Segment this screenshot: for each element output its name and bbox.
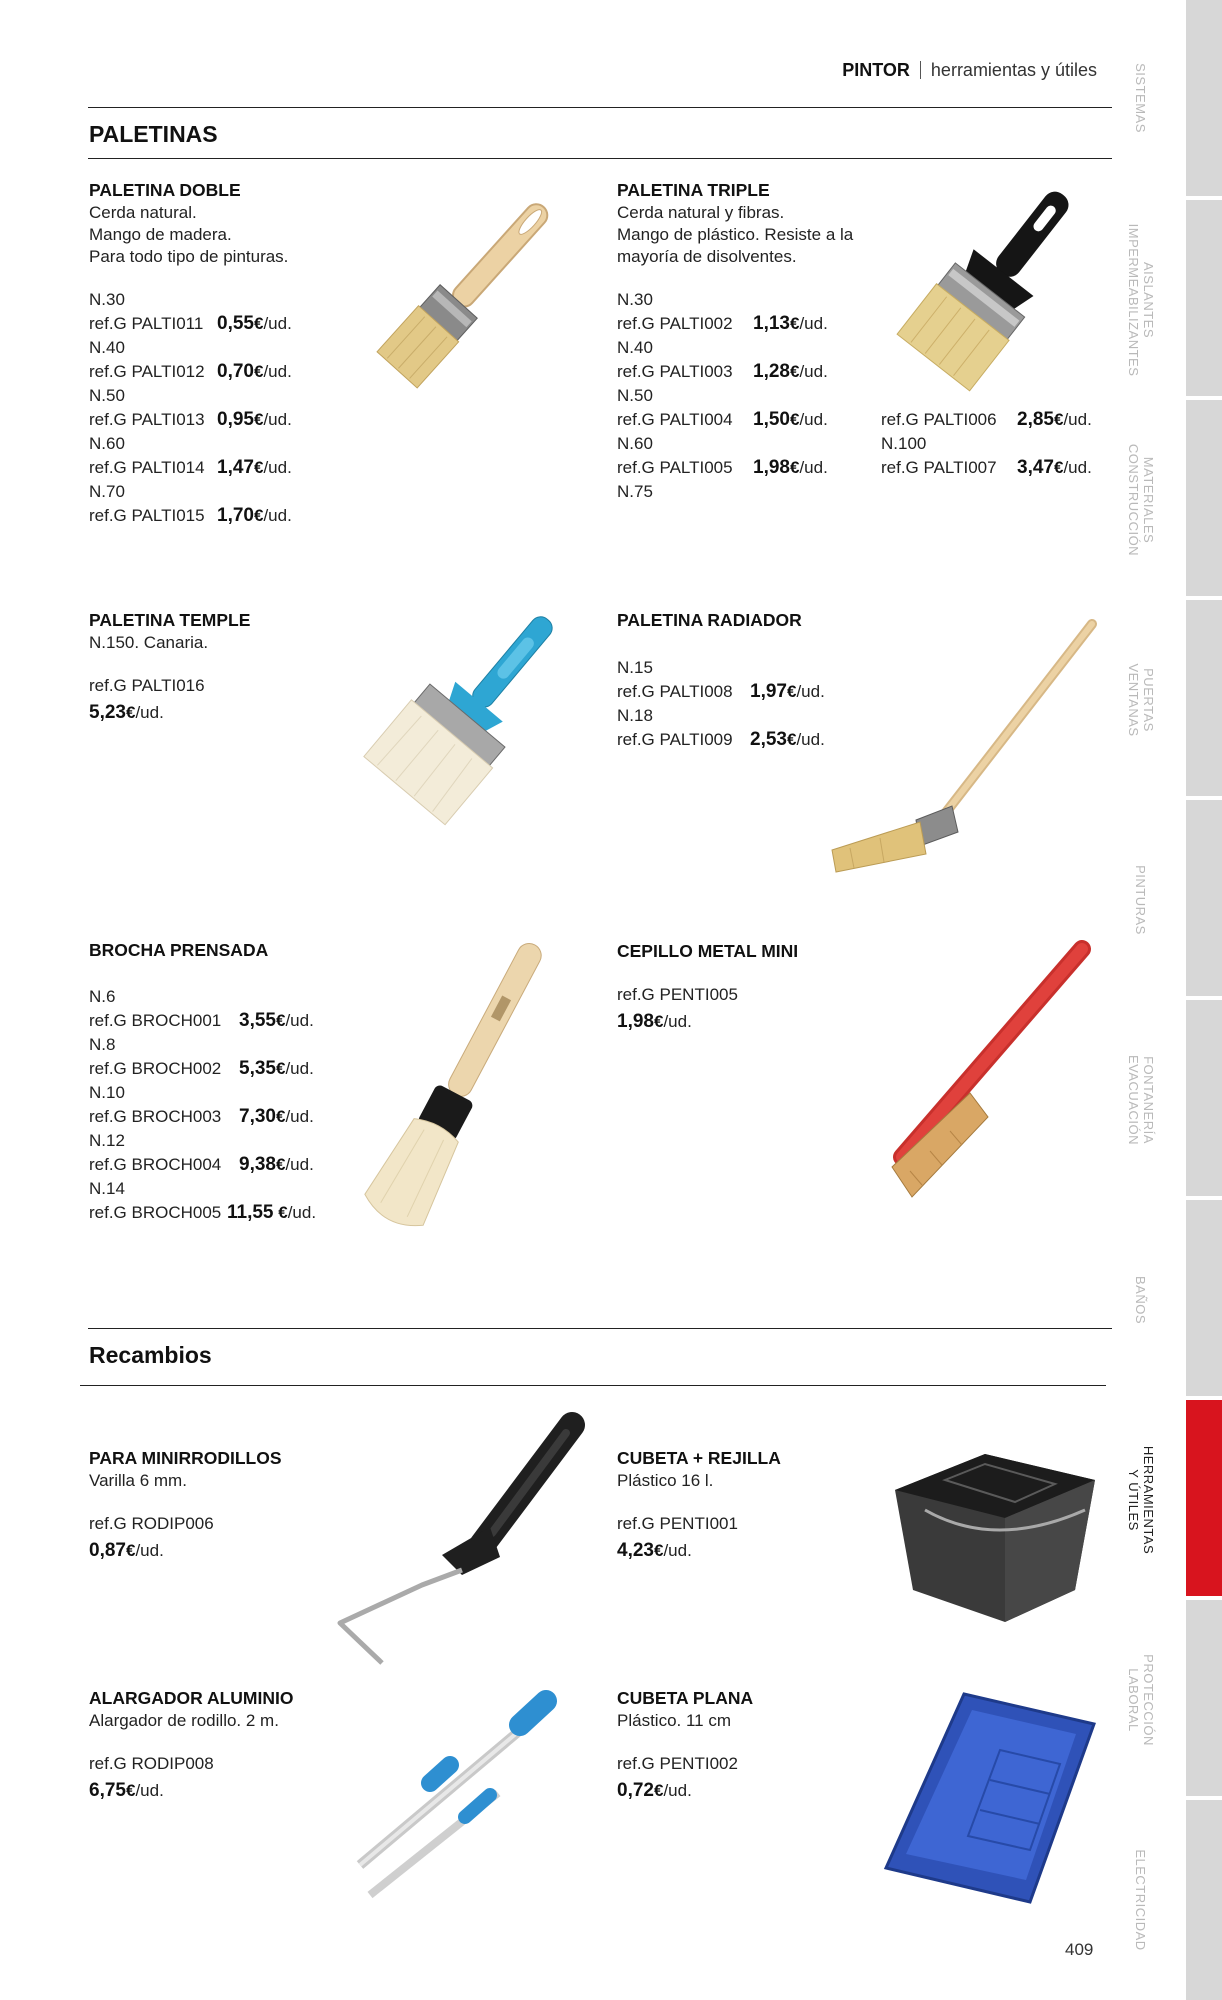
currency: € [1053, 458, 1064, 477]
sidebar-label-line: VENTANAS [1126, 663, 1141, 737]
price [753, 456, 828, 480]
price [217, 504, 292, 528]
ref-code: ref.G PALTI008 [617, 682, 733, 701]
unit: /ud. [263, 362, 292, 381]
currency: € [275, 1059, 286, 1078]
ref-code: ref.G PALTI011 [89, 314, 204, 333]
sidebar-label-fontaneria [1121, 1000, 1161, 1200]
ref-line [89, 360, 292, 384]
size-label: N.30 [617, 290, 653, 309]
sidebar-label-line: MATERIALES [1141, 456, 1156, 544]
sidebar-label-line: Y ÚTILES [1126, 1469, 1141, 1531]
unit: /ud. [1063, 458, 1092, 477]
sidebar-label-materiales [1121, 400, 1161, 600]
price-value: 11,55 [227, 1202, 274, 1223]
sidebar-label-sistemas [1121, 0, 1161, 198]
currency: € [125, 1781, 136, 1800]
price-value: 1,97 [750, 681, 787, 702]
price [750, 680, 825, 704]
price [89, 1538, 164, 1564]
sidebar-label-line: ELECTRICIDAD [1133, 1849, 1149, 1951]
sidebar-label-line: LABORAL [1126, 1668, 1141, 1732]
sidebar-label-proteccion [1121, 1600, 1161, 1800]
desc-line: mayoría de disolventes. [617, 247, 797, 266]
size-label: N.40 [89, 338, 125, 357]
product-title-paletina-radiador: PALETINA RADIADOR [617, 610, 802, 630]
product-title-cepillo-metal-mini: CEPILLO METAL MINI [617, 941, 799, 961]
price [217, 360, 292, 384]
price-value: 0,95 [217, 409, 254, 430]
sidebar-tab-sistemas[interactable] [1186, 0, 1222, 196]
size-label: N.75 [617, 482, 653, 501]
size-label: N.50 [89, 386, 125, 405]
sidebar-label-aislantes [1121, 200, 1161, 400]
size-label: N.8 [89, 1035, 116, 1054]
price-value: 5,23 [89, 702, 126, 723]
sidebar-tab-pinturas[interactable] [1186, 800, 1222, 996]
currency: € [253, 410, 264, 429]
price-value: 3,55 [239, 1010, 276, 1031]
ref-line [89, 504, 292, 528]
product-title-brocha-prensada: BROCHA PRENSADA [89, 940, 269, 960]
ref-code: ref.G PALTI015 [89, 506, 205, 525]
desc-line: Mango de madera. [89, 225, 232, 244]
ref-code: ref.G BROCH005 [89, 1203, 222, 1222]
ref-line [89, 408, 292, 432]
size-label: N.60 [617, 434, 653, 453]
size-label: N.14 [89, 1179, 125, 1198]
sidebar-label-electricidad [1121, 1800, 1161, 2000]
unit: /ud. [263, 410, 292, 429]
price [239, 1153, 314, 1177]
size-label: N.60 [89, 434, 125, 453]
currency: € [653, 1012, 664, 1031]
price [1017, 456, 1092, 480]
paletina-radiador-image [820, 610, 1110, 880]
price-value: 9,38 [239, 1154, 276, 1175]
unit: /ud. [796, 730, 825, 749]
ref-code: ref.G RODIP008 [89, 1754, 214, 1773]
price-value: 2,53 [750, 729, 787, 750]
price-value: 1,98 [753, 457, 790, 478]
sidebar-tab-proteccion[interactable] [1186, 1600, 1222, 1796]
sidebar-tab-puertas[interactable] [1186, 600, 1222, 796]
ref-line [617, 728, 825, 752]
price-value: 1,13 [753, 313, 790, 334]
ref-line [89, 1057, 314, 1081]
unit: /ud. [285, 1155, 314, 1174]
ref-code: ref.G PENTI005 [617, 985, 738, 1004]
currency: € [786, 730, 797, 749]
ref-line [617, 456, 828, 480]
ref-line [617, 312, 828, 336]
ref-code: ref.G PALTI013 [89, 410, 205, 429]
unit: /ud. [799, 410, 828, 429]
size-label: N.18 [617, 706, 653, 725]
product-title-alargador-aluminio: ALARGADOR ALUMINIO [89, 1688, 294, 1708]
price [617, 1009, 692, 1035]
currency: € [278, 1203, 288, 1222]
price-value: 1,47 [217, 457, 254, 478]
sidebar-label-line: PROTECCIÓN [1141, 1654, 1156, 1746]
price [753, 408, 828, 432]
price-value: 4,23 [617, 1540, 654, 1561]
unit: /ud. [799, 458, 828, 477]
sidebar-tab-electricidad[interactable] [1186, 1800, 1222, 2000]
ref-line [89, 1105, 314, 1129]
unit: /ud. [796, 682, 825, 701]
currency: € [789, 314, 800, 333]
price-value: 3,47 [1017, 457, 1054, 478]
price-value: 1,70 [217, 505, 254, 526]
sidebar-tab-aislantes[interactable] [1186, 200, 1222, 396]
ref-code: ref.G BROCH003 [89, 1107, 222, 1126]
header-subcategory: herramientas y útiles [930, 60, 1097, 80]
price [217, 408, 292, 432]
price [89, 1778, 164, 1804]
unit: /ud. [287, 1203, 317, 1222]
unit: /ud. [799, 362, 828, 381]
price [227, 1201, 316, 1225]
currency: € [789, 410, 800, 429]
unit: /ud. [135, 703, 164, 722]
desc-line: Cerda natural y fibras. [617, 203, 785, 222]
ref-code: ref.G BROCH004 [89, 1155, 222, 1174]
ref-code: ref.G PENTI002 [617, 1754, 738, 1773]
price [217, 456, 292, 480]
currency: € [275, 1107, 286, 1126]
price-list-paletina-radiador [617, 656, 825, 752]
ref-code: ref.G BROCH001 [89, 1011, 222, 1030]
ref-line [881, 456, 1092, 480]
ref-code: ref.G PALTI005 [617, 458, 733, 477]
product-desc-paletina-triple [617, 202, 853, 268]
price-value: 1,28 [753, 361, 790, 382]
price-value: 0,72 [617, 1780, 654, 1801]
section-title-paletinas: PALETINAS [89, 121, 218, 147]
price-list-paletina-doble [89, 288, 292, 528]
header-category: PINTOR [842, 60, 910, 80]
paletina-doble-image [355, 180, 565, 420]
cubeta-rejilla-image [885, 1440, 1105, 1630]
product-desc-cubeta-rejilla: Plástico 16 l. [617, 1471, 714, 1490]
cepillo-metal-mini-image [870, 935, 1100, 1215]
ref-code: ref.G PENTI001 [617, 1514, 738, 1533]
sidebar-tab-banos[interactable] [1186, 1200, 1222, 1396]
sidebar-label-line: SISTEMAS [1133, 63, 1149, 133]
unit: /ud. [285, 1011, 314, 1030]
ref-line [89, 1153, 314, 1177]
category-sidebar [1186, 0, 1222, 2000]
product-title-paletina-triple: PALETINA TRIPLE [617, 180, 770, 200]
ref-line [89, 312, 292, 336]
sidebar-label-line: FONTANERÍA [1141, 1056, 1156, 1144]
sidebar-label-line: CONSTRUCCIÓN [1126, 443, 1141, 557]
currency: € [786, 682, 797, 701]
ref-line [89, 1009, 314, 1033]
paletina-triple-image [880, 180, 1100, 400]
unit: /ud. [135, 1541, 164, 1560]
ref-line [617, 408, 828, 432]
paletina-temple-image [355, 605, 575, 835]
sidebar-label-line: PINTURAS [1133, 865, 1149, 935]
sidebar-label-line: AISLANTES [1141, 261, 1156, 339]
ref-line [617, 680, 825, 704]
sidebar-label-line: HERRAMIENTAS [1141, 1445, 1156, 1555]
ref-code: ref.G PALTI007 [881, 458, 997, 477]
currency: € [253, 362, 264, 381]
product-desc-alargador-aluminio: Alargador de rodillo. 2 m. [89, 1711, 279, 1730]
product-desc-cubeta-plana: Plástico. 11 cm [617, 1711, 732, 1730]
size-label: N.12 [89, 1131, 125, 1150]
ref-code: ref.G PALTI016 [89, 676, 205, 695]
price-value: 2,85 [1017, 409, 1054, 430]
unit: /ud. [799, 314, 828, 333]
desc-line: Cerda natural. [89, 203, 197, 222]
ref-line [89, 456, 292, 480]
price-list-brocha-prensada [89, 985, 317, 1225]
currency: € [789, 458, 800, 477]
sidebar-label-puertas [1121, 600, 1161, 800]
price-value: 5,35 [239, 1058, 276, 1079]
sidebar-label-line: PUERTAS [1141, 668, 1156, 732]
price [1017, 408, 1092, 432]
ref-code: ref.G PALTI014 [89, 458, 205, 477]
sidebar-label-herramientas [1121, 1400, 1161, 1600]
product-title-paletina-doble: PALETINA DOBLE [89, 180, 241, 200]
price [239, 1057, 314, 1081]
size-label: N.15 [617, 658, 653, 677]
brocha-prensada-image [340, 935, 570, 1255]
running-header [842, 60, 1097, 81]
price-value: 1,50 [753, 409, 790, 430]
unit: /ud. [285, 1107, 314, 1126]
section-rule [80, 1385, 1106, 1386]
ref-code: ref.G BROCH002 [89, 1059, 222, 1078]
size-label: N.70 [89, 482, 125, 501]
alargador-aluminio-image [350, 1685, 570, 1905]
sidebar-label-line: BAÑOS [1133, 1275, 1149, 1324]
unit: /ud. [1063, 410, 1092, 429]
ref-code: ref.G PALTI009 [617, 730, 733, 749]
section-rule [88, 158, 1112, 159]
unit: /ud. [263, 506, 292, 525]
price [217, 312, 292, 336]
price [89, 700, 164, 726]
para-minirrodillos-image [322, 1405, 592, 1675]
header-rule [88, 107, 1112, 108]
sidebar-tab-materiales[interactable] [1186, 400, 1222, 596]
price [617, 1538, 692, 1564]
ref-code: ref.G PALTI004 [617, 410, 733, 429]
product-desc-para-minirrodillos: Varilla 6 mm. [89, 1471, 187, 1490]
price-value: 7,30 [239, 1106, 276, 1127]
price [239, 1009, 314, 1033]
unit: /ud. [663, 1541, 692, 1560]
price [239, 1105, 314, 1129]
product-title-cubeta-rejilla: CUBETA + REJILLA [617, 1448, 781, 1468]
size-label: N.100 [881, 434, 927, 453]
product-title-paletina-temple: PALETINA TEMPLE [89, 610, 251, 630]
currency: € [275, 1155, 286, 1174]
sidebar-label-line: EVACUACIÓN [1126, 1055, 1141, 1145]
cubeta-plana-image [880, 1690, 1100, 1910]
sidebar-label-line: IMPERMEABILIZANTES [1126, 223, 1141, 377]
price-list-paletina-triple [617, 288, 828, 504]
size-label: N.10 [89, 1083, 125, 1102]
unit: /ud. [135, 1781, 164, 1800]
price-list-paletina-triple-large [881, 408, 1092, 480]
header-separator [920, 61, 921, 79]
currency: € [275, 1011, 286, 1030]
ref-code: ref.G PALTI006 [881, 410, 997, 429]
size-label: N.6 [89, 987, 116, 1006]
size-label: N.40 [617, 338, 653, 357]
price-value: 0,70 [217, 361, 254, 382]
ref-code: ref.G RODIP006 [89, 1514, 214, 1533]
price-value: 0,87 [89, 1540, 126, 1561]
unit: /ud. [263, 314, 292, 333]
desc-line: Mango de plástico. Resiste a la [617, 225, 854, 244]
section-rule [88, 1328, 1112, 1329]
price [617, 1778, 692, 1804]
price [753, 360, 828, 384]
currency: € [253, 314, 264, 333]
price [753, 312, 828, 336]
currency: € [1053, 410, 1064, 429]
unit: /ud. [663, 1781, 692, 1800]
unit: /ud. [263, 458, 292, 477]
ref-line [881, 408, 1092, 432]
product-title-para-minirrodillos: PARA MINIRRODILLOS [89, 1448, 282, 1468]
product-title-cubeta-plana: CUBETA PLANA [617, 1688, 754, 1708]
sidebar-tab-fontaneria[interactable] [1186, 1000, 1222, 1196]
sidebar-label-banos [1121, 1200, 1161, 1400]
price [750, 728, 825, 752]
sidebar-tab-herramientas[interactable] [1186, 1400, 1222, 1596]
ref-line [89, 1201, 317, 1225]
ref-code: ref.G PALTI012 [89, 362, 205, 381]
currency: € [653, 1781, 664, 1800]
ref-code: ref.G PALTI002 [617, 314, 733, 333]
desc-line: Para todo tipo de pinturas. [89, 247, 289, 266]
size-label: N.30 [89, 290, 125, 309]
price-value: 1,98 [617, 1011, 654, 1032]
currency: € [789, 362, 800, 381]
currency: € [653, 1541, 664, 1560]
product-desc-paletina-temple: N.150. Canaria. [89, 633, 209, 652]
unit: /ud. [285, 1059, 314, 1078]
product-desc-paletina-doble [89, 202, 288, 268]
ref-line [617, 360, 828, 384]
currency: € [125, 703, 136, 722]
price-value: 0,55 [217, 313, 254, 334]
size-label: N.50 [617, 386, 653, 405]
section-title-recambios: Recambios [89, 1342, 212, 1368]
price-value: 6,75 [89, 1780, 126, 1801]
currency: € [253, 506, 264, 525]
ref-code: ref.G PALTI003 [617, 362, 733, 381]
currency: € [125, 1541, 136, 1560]
page-number: 409 [1065, 1940, 1094, 1959]
sidebar-label-pinturas [1121, 800, 1161, 1000]
currency: € [253, 458, 264, 477]
unit: /ud. [663, 1012, 692, 1031]
